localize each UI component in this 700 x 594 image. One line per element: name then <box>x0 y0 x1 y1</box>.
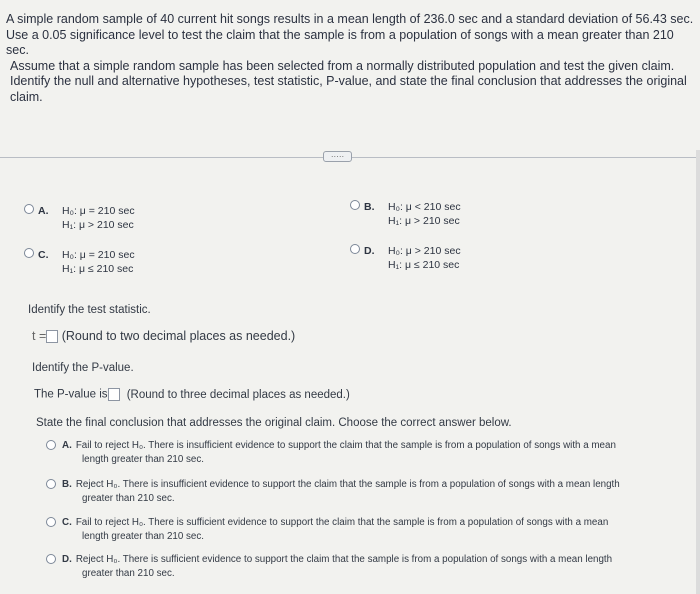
problem-paragraph-2: Assume that a simple random sample has been selected from a normally distributed population and test the given claim. Identify the null and alternative hypotheses, test statistic, P-value, and state the final conclusion that addresses the original claim. <box>10 58 687 104</box>
radio-icon[interactable] <box>46 517 56 527</box>
option-text-continued: greater than 210 sec. <box>82 493 175 504</box>
alt-hypothesis: H₁: μ ≤ 210 sec <box>388 259 460 271</box>
conclusion-option-c[interactable] <box>46 516 686 544</box>
pvalue-hint: (Round to three decimal places as needed.) <box>126 388 350 401</box>
option-text: Reject H₀. There is insufficient evidence to support the claim that the sample is from a population of songs with a mean length <box>75 479 620 490</box>
pvalue-prefix: The P-value is <box>34 388 108 401</box>
option-letter: B. <box>62 479 72 490</box>
pvalue-row <box>34 388 350 401</box>
hypothesis-option-b[interactable] <box>350 200 461 228</box>
problem-statement <box>6 12 698 105</box>
scrollbar[interactable] <box>696 150 700 594</box>
conclusion-prompt: State the final conclusion that addresses the original claim. Choose the correct answer below. <box>36 417 512 429</box>
test-stat-prompt: Identify the test statistic. <box>28 304 151 316</box>
conclusion-option-b[interactable] <box>46 478 686 506</box>
hypothesis-option-a[interactable] <box>24 204 135 232</box>
problem-paragraph-1: A simple random sample of 40 current hit songs results in a mean length of 236.0 sec and a standard deviation of 56.43 sec. Use a 0.05 significance level to test the claim that the sample is from a population of songs with a mean greater than 210 sec. <box>6 12 694 57</box>
test-stat-hint: (Round to two decimal places as needed.) <box>61 329 296 343</box>
conclusion-option-d[interactable] <box>46 553 686 581</box>
option-letter: C. <box>62 517 72 528</box>
option-letter: D. <box>364 245 375 257</box>
radio-icon[interactable] <box>24 204 34 214</box>
more-button[interactable]: ····· <box>323 151 352 162</box>
test-stat-prefix: t = <box>32 329 47 343</box>
alt-hypothesis: H₁: μ > 210 sec <box>62 219 134 231</box>
test-stat-input[interactable] <box>46 330 58 343</box>
hypothesis-option-c[interactable] <box>24 248 135 276</box>
option-letter: C. <box>38 249 49 261</box>
option-text: Fail to reject H₀. There is insufficient evidence to support the claim that the sample is from a population of songs with a mean <box>75 440 616 451</box>
option-text-continued: length greater than 210 sec. <box>82 454 205 465</box>
pvalue-prompt: Identify the P-value. <box>32 362 134 374</box>
option-letter: D. <box>62 554 72 565</box>
option-letter: A. <box>38 205 49 217</box>
option-letter: B. <box>364 201 375 213</box>
hypothesis-option-d[interactable] <box>350 244 461 272</box>
option-text: Fail to reject H₀. There is sufficient evidence to support the claim that the sample is from a population of songs with a mean <box>75 517 609 528</box>
radio-icon[interactable] <box>46 440 56 450</box>
null-hypothesis: H₀: μ < 210 sec <box>388 201 461 213</box>
radio-icon[interactable] <box>350 200 360 210</box>
null-hypothesis: H₀: μ = 210 sec <box>62 205 135 217</box>
null-hypothesis: H₀: μ > 210 sec <box>388 245 461 257</box>
alt-hypothesis: H₁: μ ≤ 210 sec <box>62 263 134 275</box>
option-text-continued: greater than 210 sec. <box>82 568 175 579</box>
radio-icon[interactable] <box>350 244 360 254</box>
pvalue-input[interactable] <box>108 388 120 401</box>
radio-icon[interactable] <box>46 479 56 489</box>
alt-hypothesis: H₁: μ > 210 sec <box>388 215 460 227</box>
radio-icon[interactable] <box>46 554 56 564</box>
option-text-continued: length greater than 210 sec. <box>82 531 205 542</box>
radio-icon[interactable] <box>24 248 34 258</box>
test-stat-row <box>32 329 295 343</box>
conclusion-option-a[interactable] <box>46 439 686 467</box>
option-letter: A. <box>62 440 72 451</box>
null-hypothesis: H₀: μ = 210 sec <box>62 249 135 261</box>
option-text: Reject H₀. There is sufficient evidence to support the claim that the sample is from a population of songs with a mean length <box>75 554 613 565</box>
